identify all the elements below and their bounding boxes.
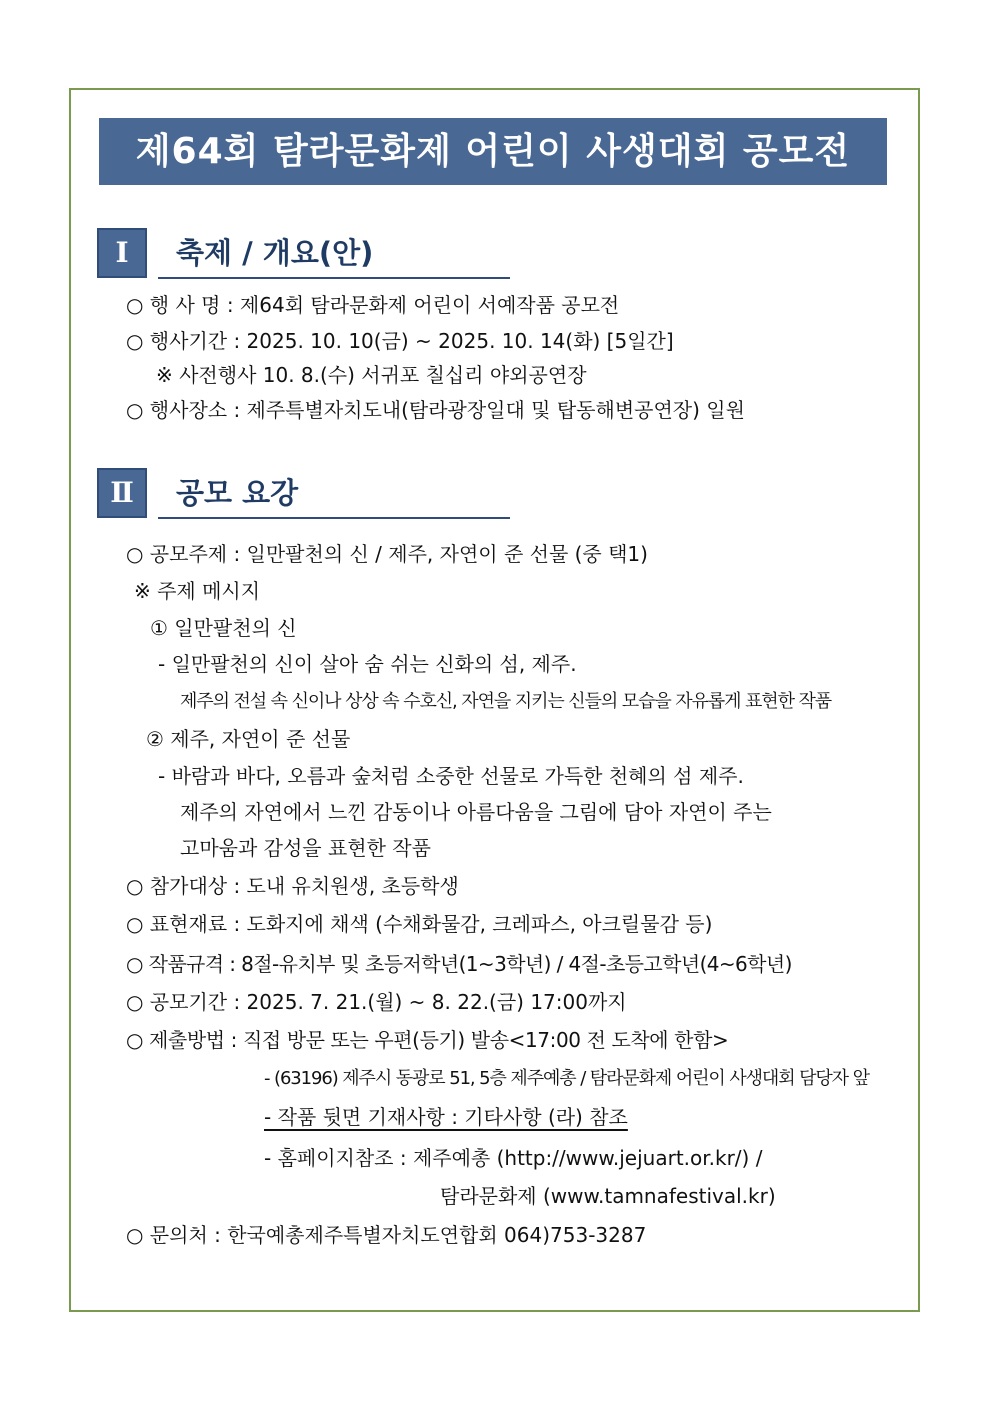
- contact-line: ○ 문의처 : 한국예총제주특별자치도연합회 064)753-3287: [126, 1223, 647, 1247]
- section-2-number: Ⅱ: [97, 468, 147, 518]
- section-1-number: Ⅰ: [97, 228, 147, 278]
- back-info-line: [264, 1103, 628, 1131]
- theme-2-desc-2: 제주의 자연에서 느낀 감동이나 아름다움을 그림에 담아 자연이 주는: [180, 800, 772, 824]
- festival-homepage-line: 탐라문화제 (www.tamnafestival.kr): [440, 1184, 776, 1208]
- event-name-line: ○ 행 사 명 : 제64회 탐라문화제 어린이 서예작품 공모전: [126, 293, 620, 317]
- page-title: 제64회 탐라문화제 어린이 사생대회 공모전: [99, 118, 887, 185]
- theme-1-title: ① 일만팔천의 신: [150, 616, 297, 640]
- homepage-line: - 홈페이지참조 : 제주예총 (http://www.jejuart.or.kr/) /: [264, 1146, 763, 1170]
- participants-line: ○ 참가대상 : 도내 유치원생, 초등학생: [126, 874, 459, 898]
- event-venue-line: ○ 행사장소 : 제주특별자치도내(탐라광장일대 및 탑동해변공연장) 일원: [126, 398, 745, 422]
- event-period-line: ○ 행사기간 : 2025. 10. 10(금) ~ 2025. 10. 14(화) [5일간]: [126, 329, 674, 353]
- pre-event-note: ※ 사전행사 10. 8.(수) 서귀포 칠십리 야외공연장: [156, 363, 587, 387]
- theme-1-desc-1: - 일만팔천의 신이 살아 숨 쉬는 신화의 섬, 제주.: [158, 652, 577, 676]
- section-2-title: 공모 요강: [158, 473, 510, 519]
- submission-period-line: ○ 공모기간 : 2025. 7. 21.(월) ~ 8. 22.(금) 17:00까지: [126, 990, 627, 1014]
- theme-2-desc-3: 고마움과 감성을 표현한 작품: [180, 836, 431, 860]
- section-1-title: 축제 / 개요(안): [158, 233, 510, 279]
- theme-1-desc-2: 제주의 전설 속 신이나 상상 속 수호신, 자연을 지키는 신들의 모습을 자유롭게 표현한 작품: [180, 691, 832, 712]
- back-info-text: - 작품 뒷면 기재사항 : 기타사항 (라) 참조: [264, 1105, 628, 1129]
- theme-line: ○ 공모주제 : 일만팔천의 신 / 제주, 자연이 준 선물 (중 택1): [126, 542, 648, 566]
- submission-method-line: ○ 제출방법 : 직접 방문 또는 우편(등기) 발송<17:00 전 도착에 한함>: [126, 1028, 729, 1052]
- materials-line: ○ 표현재료 : 도화지에 채색 (수채화물감, 크레파스, 아크릴물감 등): [126, 912, 713, 936]
- theme-2-title: ② 제주, 자연이 준 선물: [146, 727, 351, 751]
- size-line: ○ 작품규격 : 8절-유치부 및 초등저학년(1~3학년) / 4절-초등고학년(4~6학년): [126, 952, 792, 976]
- theme-2-desc-1: - 바람과 바다, 오름과 숲처럼 소중한 선물로 가득한 천혜의 섬 제주.: [158, 764, 744, 788]
- mail-address-line: - (63196) 제주시 동광로 51, 5층 제주예총 / 탐라문화제 어린이 사생대회 담당자 앞: [264, 1068, 869, 1089]
- theme-message-note: ※ 주제 메시지: [134, 579, 261, 603]
